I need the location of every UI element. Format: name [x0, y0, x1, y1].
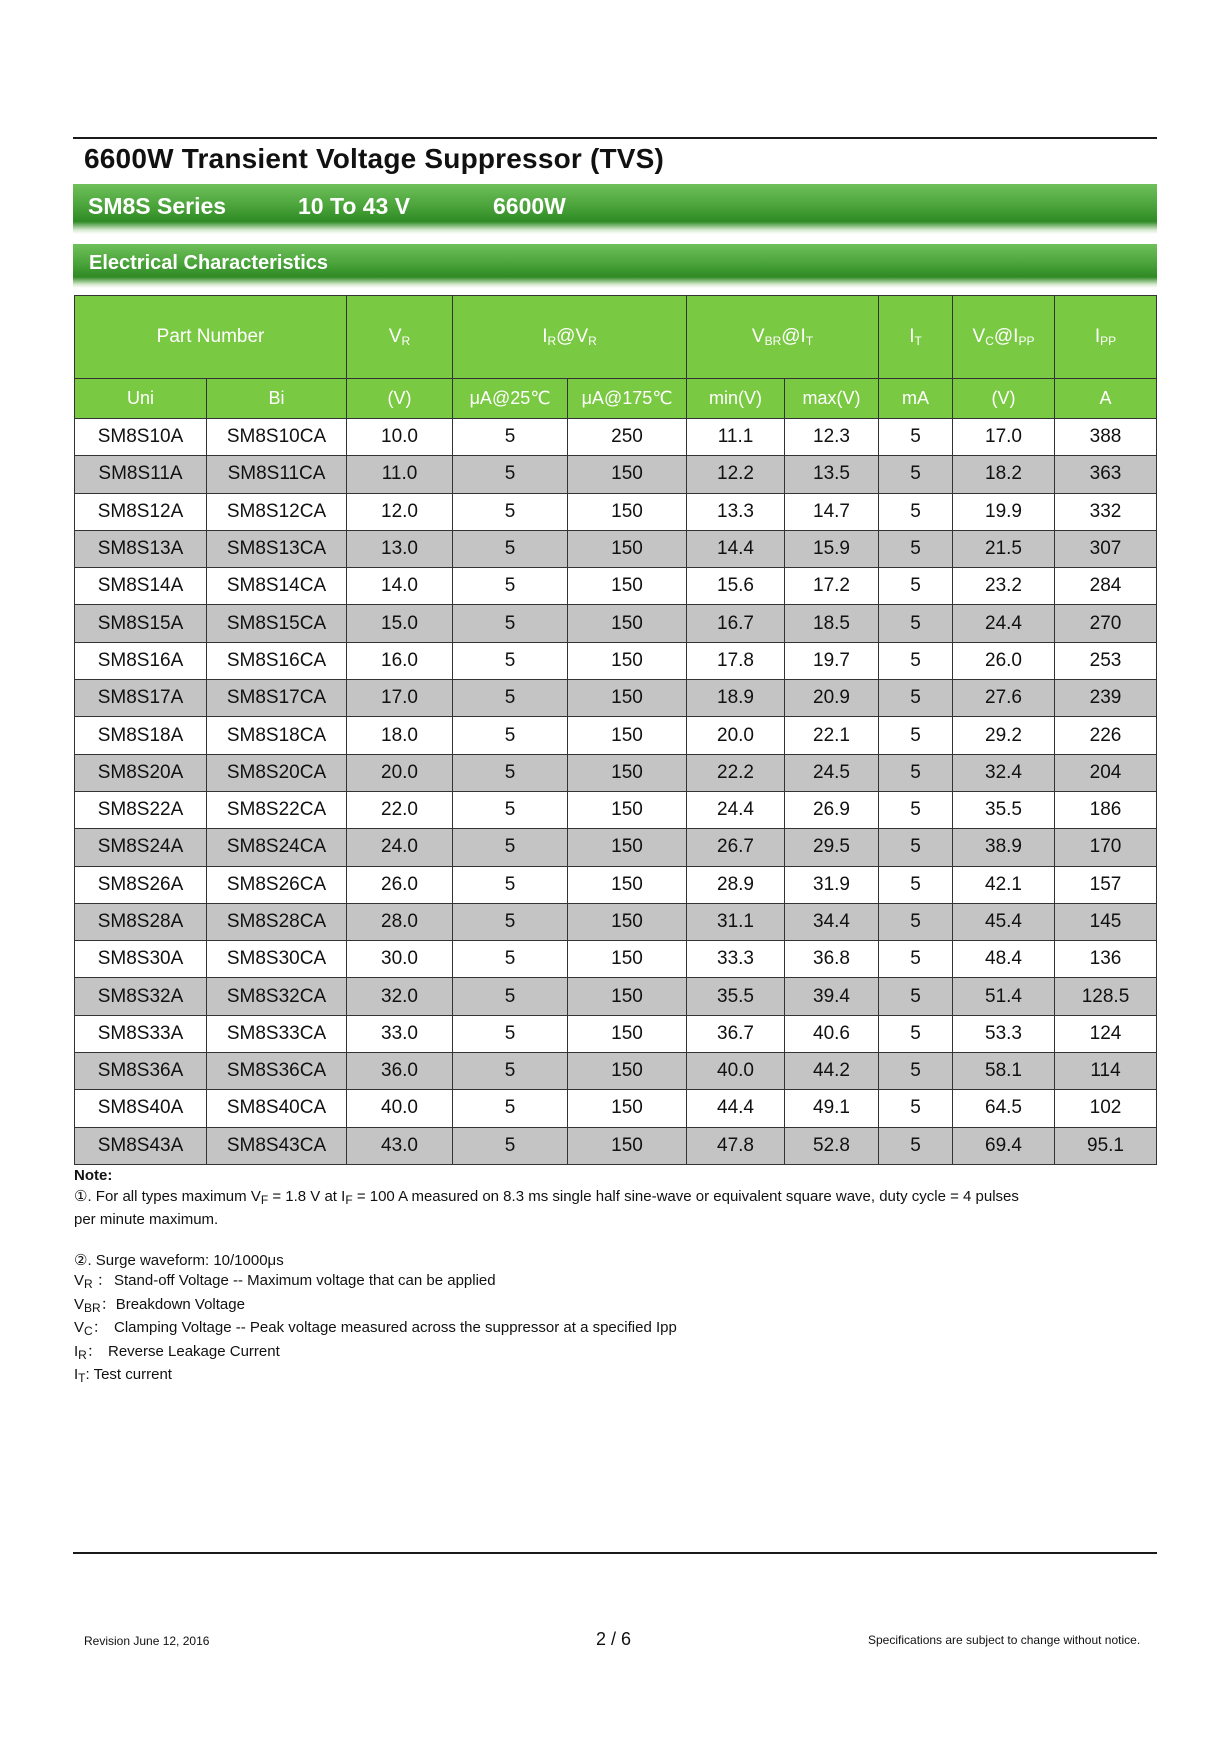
cell-it: 5 — [879, 978, 953, 1015]
vbr-header: $V_{BR}@I_T$ — [687, 296, 879, 379]
cell-vbr-max: 13.5 — [785, 456, 879, 493]
cell-vc: 27.6 — [953, 680, 1055, 717]
cell-ir-25c: 5 — [453, 754, 568, 791]
vr-unit-header: (V) — [347, 379, 453, 419]
part-number-header: Part Number — [75, 296, 347, 379]
table-row — [75, 493, 1157, 530]
def-vc: $V_C$： Clamping Voltage -- Peak voltage measured across the suppressor at a specified Ipp — [74, 1319, 677, 1338]
cell-ir-175c: 150 — [568, 642, 687, 679]
def-vr: $V_R$ ： Stand-off Voltage -- Maximum voltage that can be applied — [74, 1272, 496, 1291]
cell-it: 5 — [879, 717, 953, 754]
cell-uni: SM8S32A — [75, 978, 207, 1015]
voltage-range: 10 To 43 V — [298, 193, 411, 219]
bottom-rule — [73, 1552, 1157, 1554]
disclaimer: Specifications are subject to change without notice. — [868, 1633, 1141, 1647]
cell-vr: 22.0 — [347, 791, 453, 828]
cell-vbr-min: 36.7 — [687, 1015, 785, 1052]
table-row — [75, 754, 1157, 791]
cell-uni: SM8S17A — [75, 680, 207, 717]
cell-ir-175c: 150 — [568, 717, 687, 754]
cell-vbr-min: 47.8 — [687, 1127, 785, 1164]
cell-vbr-max: 52.8 — [785, 1127, 879, 1164]
cell-uni: SM8S13A — [75, 530, 207, 567]
cell-it: 5 — [879, 568, 953, 605]
cell-it: 5 — [879, 642, 953, 679]
cell-ir-175c: 150 — [568, 1127, 687, 1164]
cell-vc: 17.0 — [953, 419, 1055, 456]
cell-vbr-max: 31.9 — [785, 866, 879, 903]
it-unit-header: mA — [879, 379, 953, 419]
cell-uni: SM8S36A — [75, 1053, 207, 1090]
cell-ipp: 332 — [1055, 493, 1157, 530]
cell-vbr-max: 34.4 — [785, 903, 879, 940]
vc-header: $V_C@I_{PP}$ — [953, 296, 1055, 379]
section-banner — [73, 244, 1157, 288]
cell-ipp: 145 — [1055, 903, 1157, 940]
top-rule — [73, 137, 1157, 139]
cell-vr: 20.0 — [347, 754, 453, 791]
cell-vr: 16.0 — [347, 642, 453, 679]
cell-vbr-min: 17.8 — [687, 642, 785, 679]
cell-vc: 26.0 — [953, 642, 1055, 679]
cell-vc: 23.2 — [953, 568, 1055, 605]
cell-vc: 64.5 — [953, 1090, 1055, 1127]
cell-vbr-max: 26.9 — [785, 791, 879, 828]
cell-uni: SM8S20A — [75, 754, 207, 791]
cell-vbr-max: 44.2 — [785, 1053, 879, 1090]
cell-vc: 35.5 — [953, 791, 1055, 828]
cell-vr: 14.0 — [347, 568, 453, 605]
cell-bi: SM8S33CA — [207, 1015, 347, 1052]
cell-ipp: 226 — [1055, 717, 1157, 754]
cell-ipp: 170 — [1055, 829, 1157, 866]
series-name: SM8S Series — [88, 193, 227, 219]
ir-175c-header: μA@175℃ — [568, 379, 687, 419]
cell-it: 5 — [879, 605, 953, 642]
table-row — [75, 605, 1157, 642]
cell-ir-175c: 250 — [568, 419, 687, 456]
def-ir: $I_R$： Reverse Leakage Current — [74, 1342, 280, 1362]
cell-vbr-max: 15.9 — [785, 530, 879, 567]
cell-ir-175c: 150 — [568, 1015, 687, 1052]
table-row — [75, 530, 1157, 567]
cell-vbr-min: 22.2 — [687, 754, 785, 791]
cell-ir-175c: 150 — [568, 530, 687, 567]
cell-bi: SM8S15CA — [207, 605, 347, 642]
cell-ipp: 124 — [1055, 1015, 1157, 1052]
cell-ipp: 363 — [1055, 456, 1157, 493]
cell-vbr-max: 17.2 — [785, 568, 879, 605]
cell-vr: 40.0 — [347, 1090, 453, 1127]
cell-ir-175c: 150 — [568, 754, 687, 791]
cell-vc: 53.3 — [953, 1015, 1055, 1052]
cell-uni: SM8S24A — [75, 829, 207, 866]
cell-uni: SM8S26A — [75, 866, 207, 903]
cell-vc: 51.4 — [953, 978, 1055, 1015]
cell-vbr-min: 35.5 — [687, 978, 785, 1015]
cell-bi: SM8S28CA — [207, 903, 347, 940]
cell-ipp: 128.5 — [1055, 978, 1157, 1015]
cell-ir-25c: 5 — [453, 568, 568, 605]
cell-bi: SM8S40CA — [207, 1090, 347, 1127]
revision-date: Revision June 12, 2016 — [84, 1634, 210, 1648]
cell-vbr-min: 11.1 — [687, 419, 785, 456]
cell-bi: SM8S32CA — [207, 978, 347, 1015]
page-number: 2 / 6 — [596, 1629, 632, 1649]
table-row — [75, 866, 1157, 903]
header-row-1 — [75, 296, 1157, 379]
cell-ipp: 102 — [1055, 1090, 1157, 1127]
cell-vc: 19.9 — [953, 493, 1055, 530]
cell-ir-25c: 5 — [453, 717, 568, 754]
cell-vbr-min: 18.9 — [687, 680, 785, 717]
cell-ir-175c: 150 — [568, 568, 687, 605]
def-vbr: $V_{BR}$：Breakdown Voltage — [74, 1295, 245, 1315]
cell-vr: 12.0 — [347, 493, 453, 530]
ir-25c-header: μA@25℃ — [453, 379, 568, 419]
cell-ir-25c: 5 — [453, 791, 568, 828]
cell-vr: 10.0 — [347, 419, 453, 456]
cell-ir-25c: 5 — [453, 605, 568, 642]
cell-vbr-max: 12.3 — [785, 419, 879, 456]
cell-ipp: 95.1 — [1055, 1127, 1157, 1164]
page-title: 6600W Transient Voltage Suppressor (TVS) — [84, 143, 665, 174]
cell-bi: SM8S18CA — [207, 717, 347, 754]
cell-vbr-max: 14.7 — [785, 493, 879, 530]
table-row — [75, 1127, 1157, 1164]
cell-uni: SM8S15A — [75, 605, 207, 642]
cell-it: 5 — [879, 941, 953, 978]
table-row — [75, 1090, 1157, 1127]
cell-bi: SM8S13CA — [207, 530, 347, 567]
cell-vr: 24.0 — [347, 829, 453, 866]
cell-vbr-min: 15.6 — [687, 568, 785, 605]
cell-vr: 36.0 — [347, 1053, 453, 1090]
cell-ir-25c: 5 — [453, 903, 568, 940]
power-rating: 6600W — [493, 193, 566, 219]
electrical-characteristics-table — [74, 295, 1157, 1165]
cell-it: 5 — [879, 530, 953, 567]
cell-ipp: 253 — [1055, 642, 1157, 679]
header-row-2 — [75, 379, 1157, 419]
cell-vr: 26.0 — [347, 866, 453, 903]
cell-uni: SM8S43A — [75, 1127, 207, 1164]
cell-ir-175c: 150 — [568, 829, 687, 866]
cell-vc: 45.4 — [953, 903, 1055, 940]
table-row — [75, 941, 1157, 978]
cell-it: 5 — [879, 456, 953, 493]
cell-ir-25c: 5 — [453, 1127, 568, 1164]
cell-uni: SM8S14A — [75, 568, 207, 605]
bi-header: Bi — [207, 379, 347, 419]
cell-ir-175c: 150 — [568, 605, 687, 642]
cell-ir-175c: 150 — [568, 680, 687, 717]
cell-vc: 38.9 — [953, 829, 1055, 866]
cell-uni: SM8S11A — [75, 456, 207, 493]
note-1: ①. For all types maximum $V_F = 1.8$ V at $I_F = 100$ A measured on 8.3 ms single half sine-wave or equivalent square wave, duty cycle = 4 pulses — [74, 1187, 1019, 1207]
cell-ir-175c: 150 — [568, 1090, 687, 1127]
table-row — [75, 456, 1157, 493]
table-row — [75, 903, 1157, 940]
cell-ir-25c: 5 — [453, 1053, 568, 1090]
cell-vbr-max: 24.5 — [785, 754, 879, 791]
cell-bi: SM8S10CA — [207, 419, 347, 456]
cell-ipp: 186 — [1055, 791, 1157, 828]
cell-ir-175c: 150 — [568, 866, 687, 903]
cell-bi: SM8S26CA — [207, 866, 347, 903]
table-row — [75, 978, 1157, 1015]
cell-ir-175c: 150 — [568, 493, 687, 530]
cell-vc: 32.4 — [953, 754, 1055, 791]
table-row — [75, 642, 1157, 679]
cell-ir-25c: 5 — [453, 941, 568, 978]
cell-bi: SM8S22CA — [207, 791, 347, 828]
cell-ir-175c: 150 — [568, 941, 687, 978]
cell-ipp: 307 — [1055, 530, 1157, 567]
cell-vr: 11.0 — [347, 456, 453, 493]
table-row — [75, 1053, 1157, 1090]
cell-vbr-min: 33.3 — [687, 941, 785, 978]
cell-ipp: 136 — [1055, 941, 1157, 978]
cell-it: 5 — [879, 754, 953, 791]
cell-ir-25c: 5 — [453, 530, 568, 567]
cell-vr: 13.0 — [347, 530, 453, 567]
cell-vr: 32.0 — [347, 978, 453, 1015]
cell-ir-25c: 5 — [453, 1090, 568, 1127]
cell-vr: 17.0 — [347, 680, 453, 717]
cell-ipp: 114 — [1055, 1053, 1157, 1090]
cell-ipp: 204 — [1055, 754, 1157, 791]
cell-it: 5 — [879, 1127, 953, 1164]
cell-vc: 24.4 — [953, 605, 1055, 642]
cell-it: 5 — [879, 903, 953, 940]
ipp-unit-header: A — [1055, 379, 1157, 419]
cell-vc: 21.5 — [953, 530, 1055, 567]
cell-uni: SM8S30A — [75, 941, 207, 978]
note-label: Note: — [74, 1167, 113, 1184]
cell-ipp: 157 — [1055, 866, 1157, 903]
cell-vbr-max: 39.4 — [785, 978, 879, 1015]
cell-bi: SM8S43CA — [207, 1127, 347, 1164]
cell-vr: 18.0 — [347, 717, 453, 754]
cell-vbr-min: 31.1 — [687, 903, 785, 940]
cell-uni: SM8S33A — [75, 1015, 207, 1052]
cell-ir-25c: 5 — [453, 419, 568, 456]
note-1-continued: per minute maximum. — [74, 1211, 219, 1228]
note-2: ②. Surge waveform: 10/1000μs — [74, 1251, 284, 1269]
cell-it: 5 — [879, 866, 953, 903]
cell-uni: SM8S16A — [75, 642, 207, 679]
cell-bi: SM8S14CA — [207, 568, 347, 605]
table-row — [75, 1015, 1157, 1052]
def-it: $I_T$: Test current — [74, 1366, 172, 1385]
cell-vbr-max: 40.6 — [785, 1015, 879, 1052]
ir-header: $I_R@V_R$ — [453, 296, 687, 379]
series-banner — [73, 184, 1157, 234]
cell-uni: SM8S18A — [75, 717, 207, 754]
cell-ipp: 270 — [1055, 605, 1157, 642]
cell-it: 5 — [879, 1053, 953, 1090]
notes-section — [74, 1166, 1074, 1389]
cell-ipp: 239 — [1055, 680, 1157, 717]
cell-ipp: 284 — [1055, 568, 1157, 605]
cell-vbr-min: 20.0 — [687, 717, 785, 754]
cell-vc: 48.4 — [953, 941, 1055, 978]
section-title: Electrical Characteristics — [89, 252, 329, 274]
cell-vbr-min: 28.9 — [687, 866, 785, 903]
cell-vbr-min: 26.7 — [687, 829, 785, 866]
cell-bi: SM8S11CA — [207, 456, 347, 493]
vbr-max-header: max(V) — [785, 379, 879, 419]
cell-vbr-max: 49.1 — [785, 1090, 879, 1127]
cell-bi: SM8S12CA — [207, 493, 347, 530]
cell-bi: SM8S16CA — [207, 642, 347, 679]
cell-bi: SM8S24CA — [207, 829, 347, 866]
cell-bi: SM8S20CA — [207, 754, 347, 791]
cell-ir-25c: 5 — [453, 680, 568, 717]
cell-vbr-min: 16.7 — [687, 605, 785, 642]
cell-uni: SM8S22A — [75, 791, 207, 828]
cell-ir-25c: 5 — [453, 456, 568, 493]
cell-vc: 29.2 — [953, 717, 1055, 754]
cell-ir-25c: 5 — [453, 866, 568, 903]
cell-vr: 15.0 — [347, 605, 453, 642]
cell-vbr-min: 44.4 — [687, 1090, 785, 1127]
cell-vbr-max: 29.5 — [785, 829, 879, 866]
cell-it: 5 — [879, 1090, 953, 1127]
cell-uni: SM8S10A — [75, 419, 207, 456]
it-header: $I_T$ — [879, 296, 953, 379]
cell-bi: SM8S36CA — [207, 1053, 347, 1090]
cell-vbr-min: 24.4 — [687, 791, 785, 828]
vr-header: $V_R$ — [347, 296, 453, 379]
cell-vr: 43.0 — [347, 1127, 453, 1164]
table-row — [75, 717, 1157, 754]
cell-vr: 30.0 — [347, 941, 453, 978]
vc-unit-header: (V) — [953, 379, 1055, 419]
cell-it: 5 — [879, 680, 953, 717]
cell-it: 5 — [879, 791, 953, 828]
cell-vbr-max: 22.1 — [785, 717, 879, 754]
cell-vbr-min: 12.2 — [687, 456, 785, 493]
cell-bi: SM8S17CA — [207, 680, 347, 717]
cell-it: 5 — [879, 1015, 953, 1052]
cell-vbr-min: 13.3 — [687, 493, 785, 530]
table-row — [75, 791, 1157, 828]
uni-header: Uni — [75, 379, 207, 419]
cell-ir-25c: 5 — [453, 493, 568, 530]
cell-vc: 18.2 — [953, 456, 1055, 493]
cell-it: 5 — [879, 419, 953, 456]
cell-vc: 42.1 — [953, 866, 1055, 903]
cell-ir-175c: 150 — [568, 791, 687, 828]
cell-vr: 28.0 — [347, 903, 453, 940]
cell-it: 5 — [879, 493, 953, 530]
cell-ir-175c: 150 — [568, 978, 687, 1015]
cell-vbr-min: 14.4 — [687, 530, 785, 567]
ipp-header: $I_{PP}$ — [1055, 296, 1157, 379]
cell-bi: SM8S30CA — [207, 941, 347, 978]
cell-ir-175c: 150 — [568, 1053, 687, 1090]
cell-vc: 69.4 — [953, 1127, 1055, 1164]
cell-it: 5 — [879, 829, 953, 866]
cell-ir-25c: 5 — [453, 829, 568, 866]
table-row — [75, 680, 1157, 717]
cell-vc: 58.1 — [953, 1053, 1055, 1090]
cell-vr: 33.0 — [347, 1015, 453, 1052]
cell-ir-175c: 150 — [568, 903, 687, 940]
cell-vbr-max: 19.7 — [785, 642, 879, 679]
cell-uni: SM8S40A — [75, 1090, 207, 1127]
cell-ir-175c: 150 — [568, 456, 687, 493]
cell-vbr-max: 36.8 — [785, 941, 879, 978]
table-row — [75, 568, 1157, 605]
cell-uni: SM8S12A — [75, 493, 207, 530]
cell-ipp: 388 — [1055, 419, 1157, 456]
cell-ir-25c: 5 — [453, 642, 568, 679]
cell-vbr-min: 40.0 — [687, 1053, 785, 1090]
vbr-min-header: min(V) — [687, 379, 785, 419]
cell-ir-25c: 5 — [453, 978, 568, 1015]
table-row — [75, 419, 1157, 456]
cell-vbr-max: 20.9 — [785, 680, 879, 717]
cell-ir-25c: 5 — [453, 1015, 568, 1052]
table-row — [75, 829, 1157, 866]
cell-uni: SM8S28A — [75, 903, 207, 940]
cell-vbr-max: 18.5 — [785, 605, 879, 642]
